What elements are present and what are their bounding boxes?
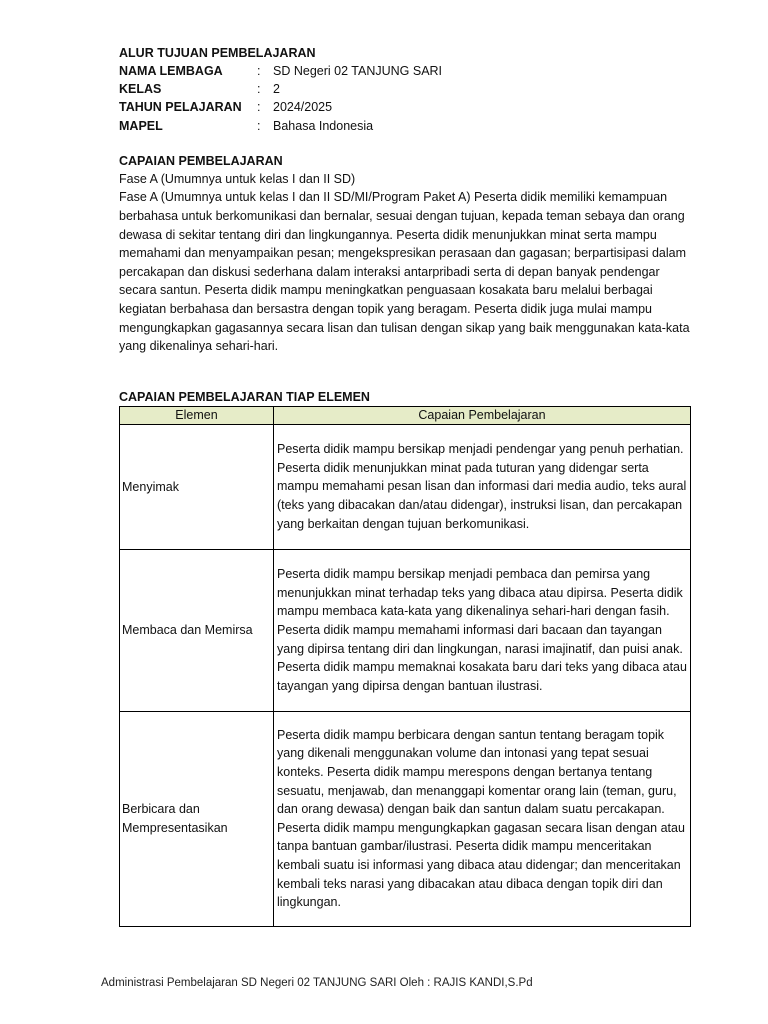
elemen-cell: Membaca dan Memirsa <box>120 549 274 711</box>
identity-value: Bahasa Indonesia <box>273 118 374 133</box>
capaian-cell: Peserta didik mampu berbicara dengan santun tentang beragam topik yang dikenali menggunakan volume dan intonasi yang tepat sesuai konteks. Peserta didik mampu merespons dengan bertanya tentang sesuatu, menjawab, dan menanggapi komentar orang lain (teman, guru, dan orang dewasa) dengan baik dan santun dalam suatu percakapan. Peserta didik mampu mengungkapkan gagasan secara lisan dengan atau tanpa bantuan gambar/ilustrasi. Peserta didik mampu menceritakan kembali suatu isi informasi yang dibaca atau didengar; dan menceritakan kembali teks narasi yang dibacakan atau dibaca dengan topik diri dan lingkungan. <box>274 711 691 926</box>
identity-colon: : <box>257 100 261 115</box>
identity-label: MAPEL <box>119 118 163 133</box>
identity-label: TAHUN PELAJARAN <box>119 100 242 115</box>
elemen-cell: Berbicara dan Mempresentasikan <box>120 711 274 926</box>
identity-label: KELAS <box>119 82 162 97</box>
identity-colon: : <box>257 82 261 97</box>
capaian-title: CAPAIAN PEMBELAJARAN <box>119 153 283 168</box>
identity-label: NAMA LEMBAGA <box>119 64 223 78</box>
table-row <box>120 711 691 926</box>
identity-colon: : <box>257 64 261 78</box>
elements-table <box>119 406 691 927</box>
document-page <box>119 44 693 927</box>
header-elemen: Elemen <box>120 406 274 424</box>
identity-row-lembaga <box>119 62 693 80</box>
page-footer: Administrasi Pembelajaran SD Negeri 02 TANJUNG SARI Oleh : RAJIS KANDI,S.Pd <box>101 977 533 989</box>
header-capaian: Capaian Pembelajaran <box>274 406 691 424</box>
capaian-body: Fase A (Umumnya untuk kelas I dan II SD/MI/Program Paket A) Peserta didik memiliki kemampuan berbahasa untuk berkomunikasi dan bernalar, sesuai dengan tujuan, kepada teman sebaya dan orang dewasa di sekitar tentang diri dan lingkungannya. Peserta didik menunjukkan minat serta mampu memahami dan menyampaikan pesan; mengekspresikan perasaan dan gagasan; berpartisipasi dalam percakapan dan diskusi sederhana dalam interaksi antarpribadi serta di depan banyak pendengar secara santun. Peserta didik mampu meningkatkan penguasaan kosakata baru melalui berbagai kegiatan berbahasa dan bersastra dengan topik yang beragam. Peserta didik juga mulai mampu mengungkapkan gagasannya secara lisan dan tulisan dengan sikap yang baik menggunakan kata-kata yang dikenalinya sehari-hari. <box>119 190 690 354</box>
capaian-cell: Peserta didik mampu bersikap menjadi pembaca dan pemirsa yang menunjukkan minat terhadap teks yang dibaca atau dipirsa. Peserta didik mampu membaca kata-kata yang dikenalinya sehari-hari dengan fasih. Peserta didik mampu memahami informasi dari bacaan dan tayangan yang dipirsa tentang diri dan lingkungan, narasi imajinatif, dan puisi anak. Peserta didik mampu memaknai kosakata baru dari teks yang dibaca atau tayangan yang dipirsa dengan bantuan ilustrasi. <box>274 549 691 711</box>
identity-row-kelas <box>119 80 693 98</box>
identity-row-tahun <box>119 98 693 116</box>
identity-value: 2 <box>273 82 280 97</box>
table-row <box>120 424 691 549</box>
identity-value: SD Negeri 02 TANJUNG SARI <box>273 64 443 78</box>
elemen-cell: Menyimak <box>120 424 274 549</box>
identity-row-mapel <box>119 117 693 135</box>
table-header-row <box>120 406 691 424</box>
capaian-fase: Fase A (Umumnya untuk kelas I dan II SD) <box>119 171 356 186</box>
table-row <box>120 549 691 711</box>
elements-title: CAPAIAN PEMBELAJARAN TIAP ELEMEN <box>119 389 370 404</box>
identity-value: 2024/2025 <box>273 100 333 115</box>
capaian-cell: Peserta didik mampu bersikap menjadi pendengar yang penuh perhatian. Peserta didik menunjukkan minat pada tuturan yang didengar serta mampu memahami pesan lisan dan informasi dari media audio, teks aural (teks yang dibacakan dan/atau didengar), instruksi lisan, dan percakapan yang berkaitan dengan tujuan berkomunikasi. <box>274 424 691 549</box>
identity-colon: : <box>257 118 261 133</box>
document-title: ALUR TUJUAN PEMBELAJARAN <box>119 46 316 60</box>
identity-block <box>119 62 693 135</box>
